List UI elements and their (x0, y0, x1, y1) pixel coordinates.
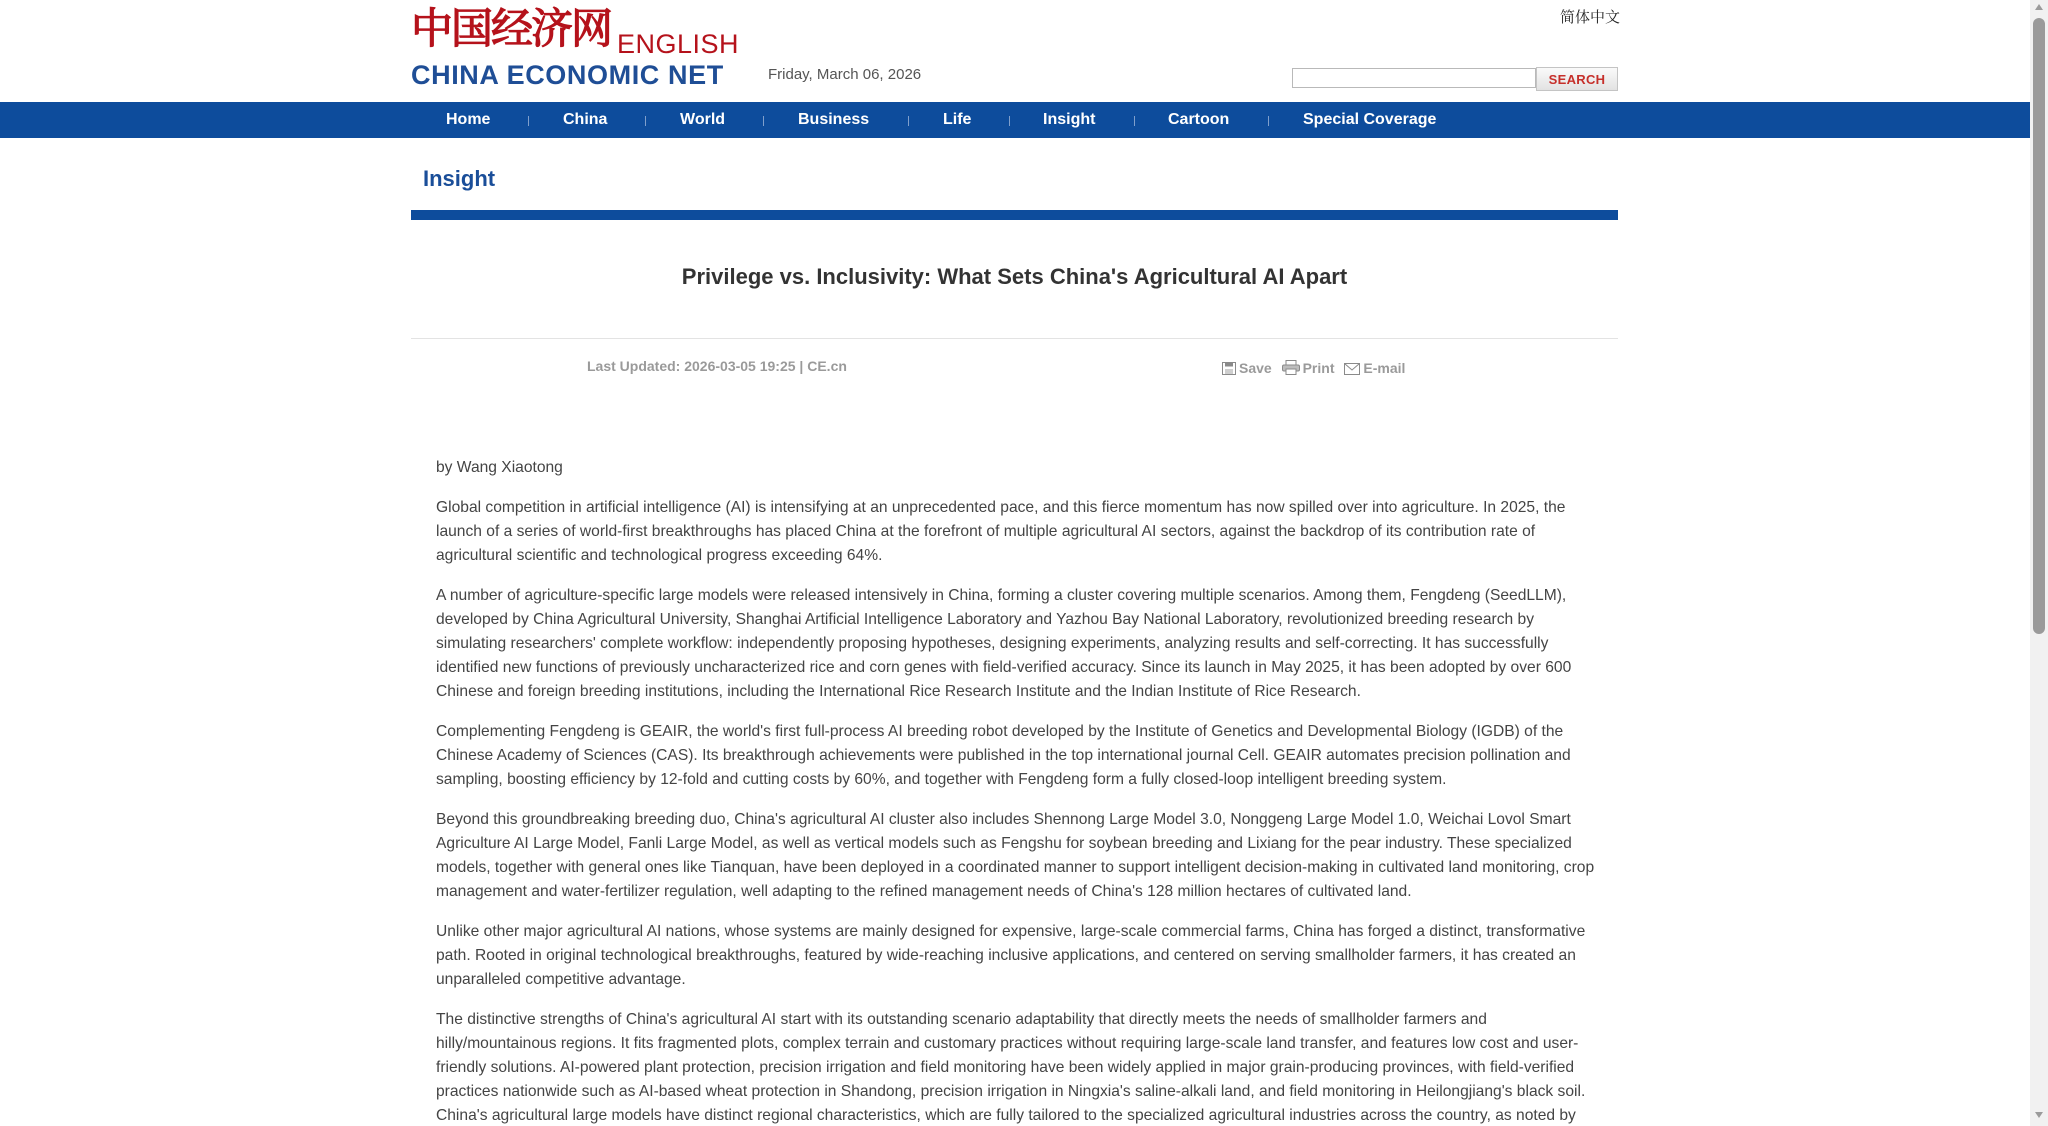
title-divider (411, 338, 1618, 339)
nav-separator (1268, 116, 1269, 126)
nav-item-cartoon[interactable]: Cartoon (1168, 111, 1230, 128)
article-paragraph: Global competition in artificial intelligence (AI) is intensifying at an unprecedented pace, and this fierce momentum has now spilled over into agriculture. In 2025, the launch of a series of world-first breakthroughs has placed China at the forefront of multiple agricultural AI sectors, against the backdrop of its contribution rate of agricultural scientific and technological progress exceeding 64%. (436, 499, 1566, 564)
scroll-down-arrow-icon[interactable] (2035, 1112, 2043, 1118)
search-button[interactable]: SEARCH (1536, 67, 1618, 91)
nav-separator (1134, 116, 1135, 126)
search-input[interactable] (1292, 68, 1536, 88)
article-paragraph: Beyond this groundbreaking breeding duo, China's agricultural AI cluster also includes Shennong Large Model 3.0, Nonggeng Large Model 1.0, Weichai Lovol Smart Agriculture AI Large Model, Fanli Large Model, as well as vertical models such as Fengshu for soybean breeding and Lixiang for the pear industry. These specialized models, together with general ones like Tianquan, have been deployed in a coordinated manner to support intelligent decision-making in cultivated land monitoring, crop management and water-fertilizer regulation, well adapting to the refined management needs of China's 128 million hectares of cultivated land. (436, 811, 1595, 900)
article-tools (1222, 360, 1411, 376)
email-button[interactable] (1344, 360, 1405, 376)
save-label: Save (1239, 360, 1272, 376)
logo-english-text: ENGLISH (617, 29, 740, 59)
article-paragraph: The distinctive strengths of China's agricultural AI start with its outstanding scenario adaptability that directly meets the needs of smallholder farmers and hilly/mountainous regions. It fits fragmented plots, complex terrain and customary practices without requiring large-scale land transfer, and features low cost and user-friendly solutions. AI-powered plant protection, precision irrigation and field monitoring have been widely applied in major grain-producing provinces, with field-verified practices nationwide such as AI-based wheat protection in Shandong, precision irrigation in Ningxia's saline-alkali land, and field monitoring in Heilongjiang's black soil. China's agricultural large models have distinct regional characteristics, which are fully tailored to the specialized agricultural industries across the country, as noted by (436, 1011, 1586, 1124)
nav-item-business[interactable]: Business (798, 111, 870, 128)
save-button[interactable] (1222, 360, 1272, 376)
nav-separator (645, 116, 646, 126)
article-byline: by Wang Xiaotong (436, 459, 563, 476)
email-label: E-mail (1363, 360, 1406, 376)
logo-china-economic-net: CHINA ECONOMIC NET (411, 60, 724, 90)
article-title: Privilege vs. Inclusivity: What Sets China's Agricultural AI Apart (681, 264, 1348, 289)
article-paragraph: Complementing Fengdeng is GEAIR, the world's first full-process AI breeding robot developed by the Institute of Genetics and Developmental Biology (IGDB) of the Chinese Academy of Sciences (CAS). Its breakthrough achievements were published in the top international journal Cell. GEAIR automates precision pollination and sampling, boosting efficiency by 12-fold and cutting costs by 60%, and together with Fengdeng form a fully closed-loop intelligent breeding system. (436, 723, 1571, 788)
nav-item-life[interactable]: Life (943, 111, 972, 128)
article-paragraph: Unlike other major agricultural AI nations, whose systems are mainly designed for expensive, large-scale commercial farms, China has forged a distinct, transformative path. Rooted in original technological breakthroughs, featured by wide-reaching inclusive applications, and centered on serving smallholder farmers, it has created an unparalleled competitive advantage. (436, 923, 1586, 988)
logo-chinese-text: 中国经济网 (411, 4, 612, 53)
save-icon (1222, 362, 1236, 375)
nav-item-home[interactable]: Home (446, 111, 491, 128)
main-nav (0, 102, 2030, 138)
print-icon (1282, 360, 1300, 375)
nav-separator (908, 116, 909, 126)
simplified-chinese-link[interactable]: 简体中文 (1560, 9, 1621, 26)
email-icon (1344, 363, 1360, 375)
vertical-scrollbar[interactable] (2030, 0, 2048, 1126)
nav-item-china[interactable]: China (563, 111, 608, 128)
nav-item-special-coverage[interactable]: Special Coverage (1303, 111, 1437, 128)
nav-item-world[interactable]: World (680, 111, 726, 128)
nav-item-insight[interactable]: Insight (1043, 111, 1096, 128)
section-title: Insight (423, 166, 496, 191)
site-logo[interactable] (411, 4, 740, 90)
scrollbar-thumb[interactable] (2033, 18, 2045, 634)
section-divider (411, 210, 1618, 220)
article-body (436, 456, 1596, 1126)
article-paragraph: A number of agriculture-specific large models were released intensively in China, forming a cluster covering multiple scenarios. Among them, Fengdeng (SeedLLM), developed by China Agricultural University, Shanghai Artificial Intelligence Laboratory and Yazhou Bay National Laboratory, revolutionized breeding research by simulating researchers' complete workflow: independently proposing hypotheses, designing experiments, analyzing results and self-correcting. It has successfully identified new functions of previously uncharacterized rice and corn genes with field-verified accuracy. Since its launch in May 2025, it has been adopted by over 600 Chinese and foreign breeding institutions, including the International Rice Research Institute and the Indian Institute of Rice Research. (436, 587, 1572, 700)
print-label: Print (1302, 360, 1335, 376)
current-date: Friday, March 06, 2026 (768, 66, 922, 83)
article-meta: Last Updated: 2026-03-05 19:25 | CE.cn (587, 358, 847, 374)
nav-separator (763, 116, 764, 126)
scroll-up-arrow-icon[interactable] (2035, 4, 2043, 10)
nav-separator (528, 116, 529, 126)
site-header (0, 0, 2030, 102)
print-button[interactable] (1282, 360, 1335, 376)
nav-separator (1009, 116, 1010, 126)
